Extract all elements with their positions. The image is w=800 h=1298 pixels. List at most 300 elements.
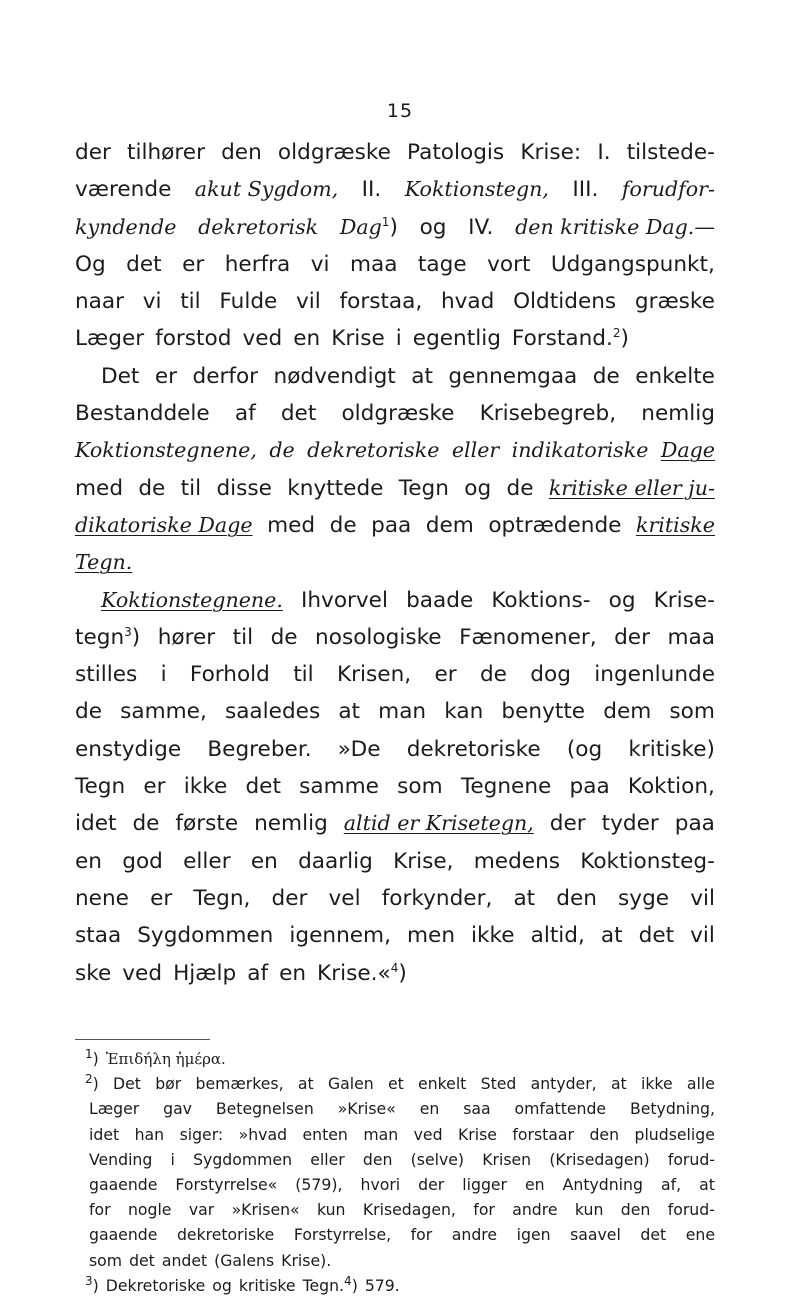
word-group: [89, 1172, 157, 1197]
word: (Galens: [214, 1250, 275, 1270]
word-group: [344, 805, 534, 842]
word-group: [473, 1197, 495, 1222]
footnote-line: [75, 1273, 715, 1298]
word: af,: [660, 1174, 682, 1194]
word-group: [247, 955, 268, 992]
word-group: [126, 246, 161, 283]
word-group: [75, 731, 181, 768]
word-group: [690, 917, 715, 954]
word-group: [630, 1096, 715, 1121]
word-group: [525, 1172, 545, 1197]
word: altid,: [530, 923, 585, 949]
word: forud-: [667, 1200, 715, 1220]
word: med: [75, 475, 124, 501]
word: 2: [85, 1071, 93, 1086]
word-group: [193, 358, 259, 395]
word-group: [85, 1071, 99, 1096]
word: dekretoriske: [406, 736, 541, 762]
word: baade: [406, 587, 474, 613]
text-line: [75, 843, 715, 880]
word-group: [75, 171, 171, 208]
word-group: [75, 470, 123, 507]
word: de: [270, 624, 298, 650]
word: dekretoriske: [307, 438, 440, 463]
word-group: [254, 805, 328, 842]
word: stilles: [75, 662, 138, 688]
word-group: [329, 880, 361, 917]
word: benytte: [501, 699, 586, 725]
word: maa: [667, 624, 715, 650]
word-group: [488, 507, 621, 544]
word-group: [513, 880, 535, 917]
word-group: [294, 1222, 391, 1247]
word: til: [232, 624, 254, 650]
word: den kritiske Dag.—: [515, 214, 715, 239]
word: »hvad: [238, 1124, 288, 1144]
word: kyndende: [75, 214, 177, 239]
word: dikatoriske Dage: [75, 512, 253, 537]
word-group: [690, 880, 715, 917]
word: en: [250, 848, 278, 874]
word: han: [134, 1124, 165, 1144]
word: Patologis: [407, 140, 505, 165]
word: Krise,: [393, 848, 454, 874]
word: hvad: [440, 289, 495, 315]
word: III.: [572, 177, 599, 203]
word-group: [196, 1071, 284, 1096]
word: ): [92, 1049, 99, 1068]
word-group: [89, 1222, 157, 1247]
word: Koktion,: [627, 774, 715, 800]
word-group: [245, 768, 280, 805]
word: Læger: [89, 1099, 140, 1119]
word-group: [628, 731, 715, 768]
word-group: [635, 283, 715, 320]
word: er: [182, 251, 205, 277]
footnotes: [75, 1046, 715, 1298]
word: »De: [337, 736, 381, 762]
word: forud-: [667, 1149, 715, 1169]
word: Og: [75, 251, 106, 277]
word: var: [188, 1200, 215, 1220]
word-group: [251, 843, 278, 880]
word-group: [330, 507, 357, 544]
word-group: [155, 358, 177, 395]
word-group: [272, 880, 308, 917]
word: Betegnelsen: [215, 1099, 314, 1119]
word-group: [487, 246, 530, 283]
word: Dekretoriske: [105, 1275, 206, 1295]
word-group: [278, 134, 391, 171]
word: andre: [512, 1200, 558, 1220]
word-group: [75, 246, 106, 283]
text-line: [75, 880, 715, 917]
word-group: [622, 171, 715, 208]
word: Galen: [327, 1074, 374, 1094]
word: ene: [685, 1225, 715, 1245]
footnote-line: [75, 1147, 715, 1172]
word: 4: [344, 1273, 352, 1288]
word: er: [143, 774, 166, 800]
word: (579),: [295, 1174, 343, 1194]
word: nene: [75, 885, 129, 911]
word: en: [525, 1174, 545, 1194]
word: bemærkes,: [195, 1074, 284, 1094]
word: de: [479, 662, 507, 688]
word: hører: [157, 624, 216, 650]
word: Betydning,: [629, 1099, 715, 1119]
word-group: [331, 320, 385, 357]
word-group: [411, 358, 433, 395]
footnote-line: [75, 1172, 715, 1197]
footnote-line: [75, 1046, 715, 1071]
word-group: [397, 768, 443, 805]
word-group: [589, 1122, 619, 1147]
word-group: [311, 246, 330, 283]
word-group: [459, 619, 597, 656]
word: Hjælp: [173, 960, 237, 986]
word-group: [101, 582, 283, 619]
word-group: [193, 880, 250, 917]
word-group: [338, 731, 381, 768]
word-group: [464, 470, 491, 507]
word-group: [75, 656, 137, 693]
word-group: [216, 1096, 314, 1121]
word-group: [411, 1222, 433, 1247]
word-group: [271, 619, 298, 656]
footnote-line: [75, 1096, 715, 1121]
word-group: [597, 134, 610, 171]
word-group: [75, 768, 125, 805]
word: kritiske: [238, 1275, 296, 1295]
word: den: [221, 140, 262, 165]
word: Krise: [331, 326, 385, 352]
word-group: [89, 1096, 139, 1121]
word: altid er Krisetegn,: [343, 811, 534, 836]
word: syge: [618, 885, 670, 911]
word: 3: [124, 624, 132, 639]
word: Antydning: [562, 1174, 643, 1194]
word-group: [75, 880, 129, 917]
word-group: [219, 283, 277, 320]
word-group: [654, 582, 715, 619]
word-group: [122, 955, 162, 992]
word: Fænomener,: [459, 624, 597, 650]
word-group: [175, 1172, 277, 1197]
word-group: [75, 805, 116, 842]
word-group: [85, 1046, 99, 1071]
word-group: [143, 768, 165, 805]
word-group: [279, 955, 306, 992]
footnote-line: [75, 1122, 715, 1147]
word-group: [515, 1096, 607, 1121]
word: derfor: [192, 363, 259, 389]
word-group: [639, 917, 674, 954]
word-group: [641, 395, 715, 432]
word: er: [154, 363, 178, 389]
word-group: [551, 246, 715, 283]
word: 1: [381, 214, 390, 229]
word-group: [181, 470, 201, 507]
word: at: [338, 699, 361, 725]
word: medens: [473, 848, 561, 874]
word-group: [175, 805, 238, 842]
word-group: [501, 693, 585, 730]
word-group: [128, 1197, 172, 1222]
word: Forstyrrelse«: [175, 1174, 278, 1194]
word-group: [135, 1122, 165, 1147]
word-group: [512, 1197, 557, 1222]
word: de: [329, 512, 357, 538]
word-group: [173, 955, 236, 992]
word: pludselige: [634, 1124, 715, 1144]
word-group: [556, 880, 597, 917]
word: Forstyrrelse,: [293, 1225, 392, 1245]
word-group: [463, 1096, 490, 1121]
text-line: [75, 917, 715, 954]
word-group: [129, 1248, 155, 1273]
word: ): [389, 214, 398, 240]
word: kan: [444, 699, 484, 725]
word-group: [575, 1197, 604, 1222]
word-group: [75, 209, 176, 246]
word: ): [620, 326, 629, 352]
word-group: [233, 619, 253, 656]
word-group: [618, 880, 669, 917]
word-group: [452, 432, 499, 469]
word: 3: [85, 1273, 93, 1288]
word: forstod: [155, 326, 232, 352]
word-group: [614, 619, 650, 656]
word-group: [580, 843, 715, 880]
word: som: [669, 699, 715, 725]
word-group: [120, 693, 207, 730]
word-group: [180, 283, 200, 320]
word-group: [242, 320, 282, 357]
word: Krise: [458, 1124, 497, 1144]
word: andre: [451, 1225, 498, 1245]
word-group: [101, 358, 139, 395]
word-group: [177, 1222, 274, 1247]
word: Tegn.: [302, 1275, 345, 1295]
word-group: [307, 432, 439, 469]
word-group: [471, 917, 515, 954]
footnote-line: [75, 1248, 715, 1273]
word-group: [89, 1197, 111, 1222]
word: 4: [390, 960, 399, 975]
word-group: [407, 917, 455, 954]
word: en: [279, 960, 307, 986]
word: Sted: [480, 1074, 517, 1094]
word-group: [281, 395, 316, 432]
word-group: [627, 134, 715, 171]
footnote-line: [75, 1222, 715, 1247]
word-group: [507, 470, 534, 507]
word-group: [293, 320, 320, 357]
word-group: [296, 283, 321, 320]
word-group: [636, 507, 715, 544]
word-group: [171, 1147, 175, 1172]
word-group: [75, 843, 102, 880]
word: igennem,: [289, 923, 391, 949]
text-line: [75, 470, 715, 507]
word: »Krise«: [337, 1099, 396, 1119]
word-group: [310, 1147, 344, 1172]
word: Bestanddele: [75, 401, 210, 427]
word-group: [388, 1071, 404, 1096]
word: ved: [242, 326, 283, 352]
word: staa: [75, 923, 122, 949]
word: Det: [113, 1074, 141, 1094]
word: nosologiske: [315, 624, 442, 650]
word: der: [75, 140, 111, 165]
word-group: [89, 1147, 152, 1172]
word-group: [75, 917, 121, 954]
word-group: [448, 358, 577, 395]
word: man: [363, 1124, 399, 1144]
word: eller: [310, 1149, 345, 1169]
word-group: [162, 1248, 207, 1273]
word: Begreber.: [207, 736, 312, 762]
word-group: [340, 209, 398, 246]
word-group: [155, 1071, 181, 1096]
word: til: [293, 662, 314, 688]
word: de: [269, 438, 295, 463]
word: ligger: [462, 1174, 507, 1194]
word: forstaa,: [339, 289, 423, 315]
word: man: [378, 699, 427, 725]
word-group: [593, 358, 620, 395]
word: Sygdommen: [137, 923, 274, 949]
word-group: [85, 1273, 99, 1298]
text-line: [75, 656, 715, 693]
word: enkelt: [418, 1074, 467, 1094]
word: Tegn: [398, 475, 449, 501]
word-group: [193, 1147, 292, 1172]
word: vel: [328, 885, 361, 911]
word-group: [274, 358, 396, 395]
word: ved: [413, 1124, 443, 1144]
word-group: [221, 134, 262, 171]
word-group: [567, 731, 602, 768]
word: ske: [75, 960, 112, 986]
word: maa: [349, 251, 398, 277]
word-group: [661, 432, 715, 469]
word: det: [280, 401, 317, 427]
word: første: [175, 811, 239, 837]
word: at: [513, 885, 536, 911]
word: ): [351, 1275, 358, 1295]
word-group: [550, 805, 586, 842]
word-group: [491, 582, 590, 619]
word-group: [75, 955, 111, 992]
word: andet: [161, 1250, 208, 1270]
word: (Krisedagen): [549, 1149, 650, 1169]
word: i: [160, 662, 167, 688]
word-group: [190, 656, 270, 693]
word: IV.: [468, 214, 494, 240]
word-group: [361, 1172, 401, 1197]
word-group: [611, 1071, 627, 1096]
text-line: [75, 768, 715, 805]
word-group: [563, 1172, 643, 1197]
word-group: [549, 470, 715, 507]
word: nemlig: [641, 401, 715, 427]
word-group: [365, 1273, 400, 1298]
word: tilhører: [127, 140, 205, 165]
word-group: [183, 843, 230, 880]
word: ikke: [640, 1074, 673, 1094]
word: samme: [299, 774, 379, 800]
word-group: [338, 693, 360, 730]
word-group: [667, 619, 715, 656]
word: Tegn,: [193, 885, 251, 911]
word: dem: [603, 699, 652, 725]
text-line: [75, 805, 715, 842]
word: Krisen: [482, 1149, 532, 1169]
word-group: [363, 1122, 398, 1147]
page-number: 15: [386, 100, 414, 122]
word: og: [608, 587, 636, 613]
word: (og: [566, 736, 603, 762]
word-group: [418, 1071, 466, 1096]
word-group: [75, 619, 140, 656]
word: ): [92, 1275, 99, 1295]
word: kritiske eller ju-: [548, 475, 715, 500]
word-group: [295, 1172, 342, 1197]
body-text: [75, 134, 715, 992]
word: det: [640, 1225, 667, 1245]
word-group: [337, 656, 411, 693]
word-group: [378, 693, 426, 730]
word: de: [75, 699, 102, 725]
word: Fulde: [219, 289, 278, 315]
word-group: [293, 656, 313, 693]
word-group: [531, 917, 585, 954]
word: bør: [155, 1074, 182, 1094]
word: 2: [612, 326, 621, 341]
word: for: [410, 1225, 433, 1245]
word: Krisedagen,: [362, 1200, 456, 1220]
word-group: [289, 917, 391, 954]
word: den: [589, 1124, 620, 1144]
word: et: [387, 1074, 404, 1094]
word-group: [216, 470, 272, 507]
word: enstydige: [75, 736, 182, 762]
text-line: [75, 693, 715, 730]
word-group: [520, 134, 581, 171]
word-group: [350, 246, 398, 283]
word: de: [138, 475, 166, 501]
word: gaaende: [89, 1225, 158, 1245]
text-line: [75, 432, 715, 469]
word: »Krisen«: [231, 1200, 300, 1220]
word: til: [180, 475, 202, 501]
word: dog: [530, 662, 571, 688]
word: der: [614, 624, 650, 650]
word-group: [407, 731, 541, 768]
word: samme,: [120, 699, 207, 725]
word-group: [399, 470, 449, 507]
word-group: [530, 656, 571, 693]
word: Krise).: [281, 1250, 332, 1270]
word: der: [418, 1174, 445, 1194]
word: og: [464, 475, 492, 501]
word: eller: [183, 848, 231, 874]
word-group: [198, 209, 318, 246]
word: de: [132, 811, 160, 837]
word-group: [405, 171, 549, 208]
